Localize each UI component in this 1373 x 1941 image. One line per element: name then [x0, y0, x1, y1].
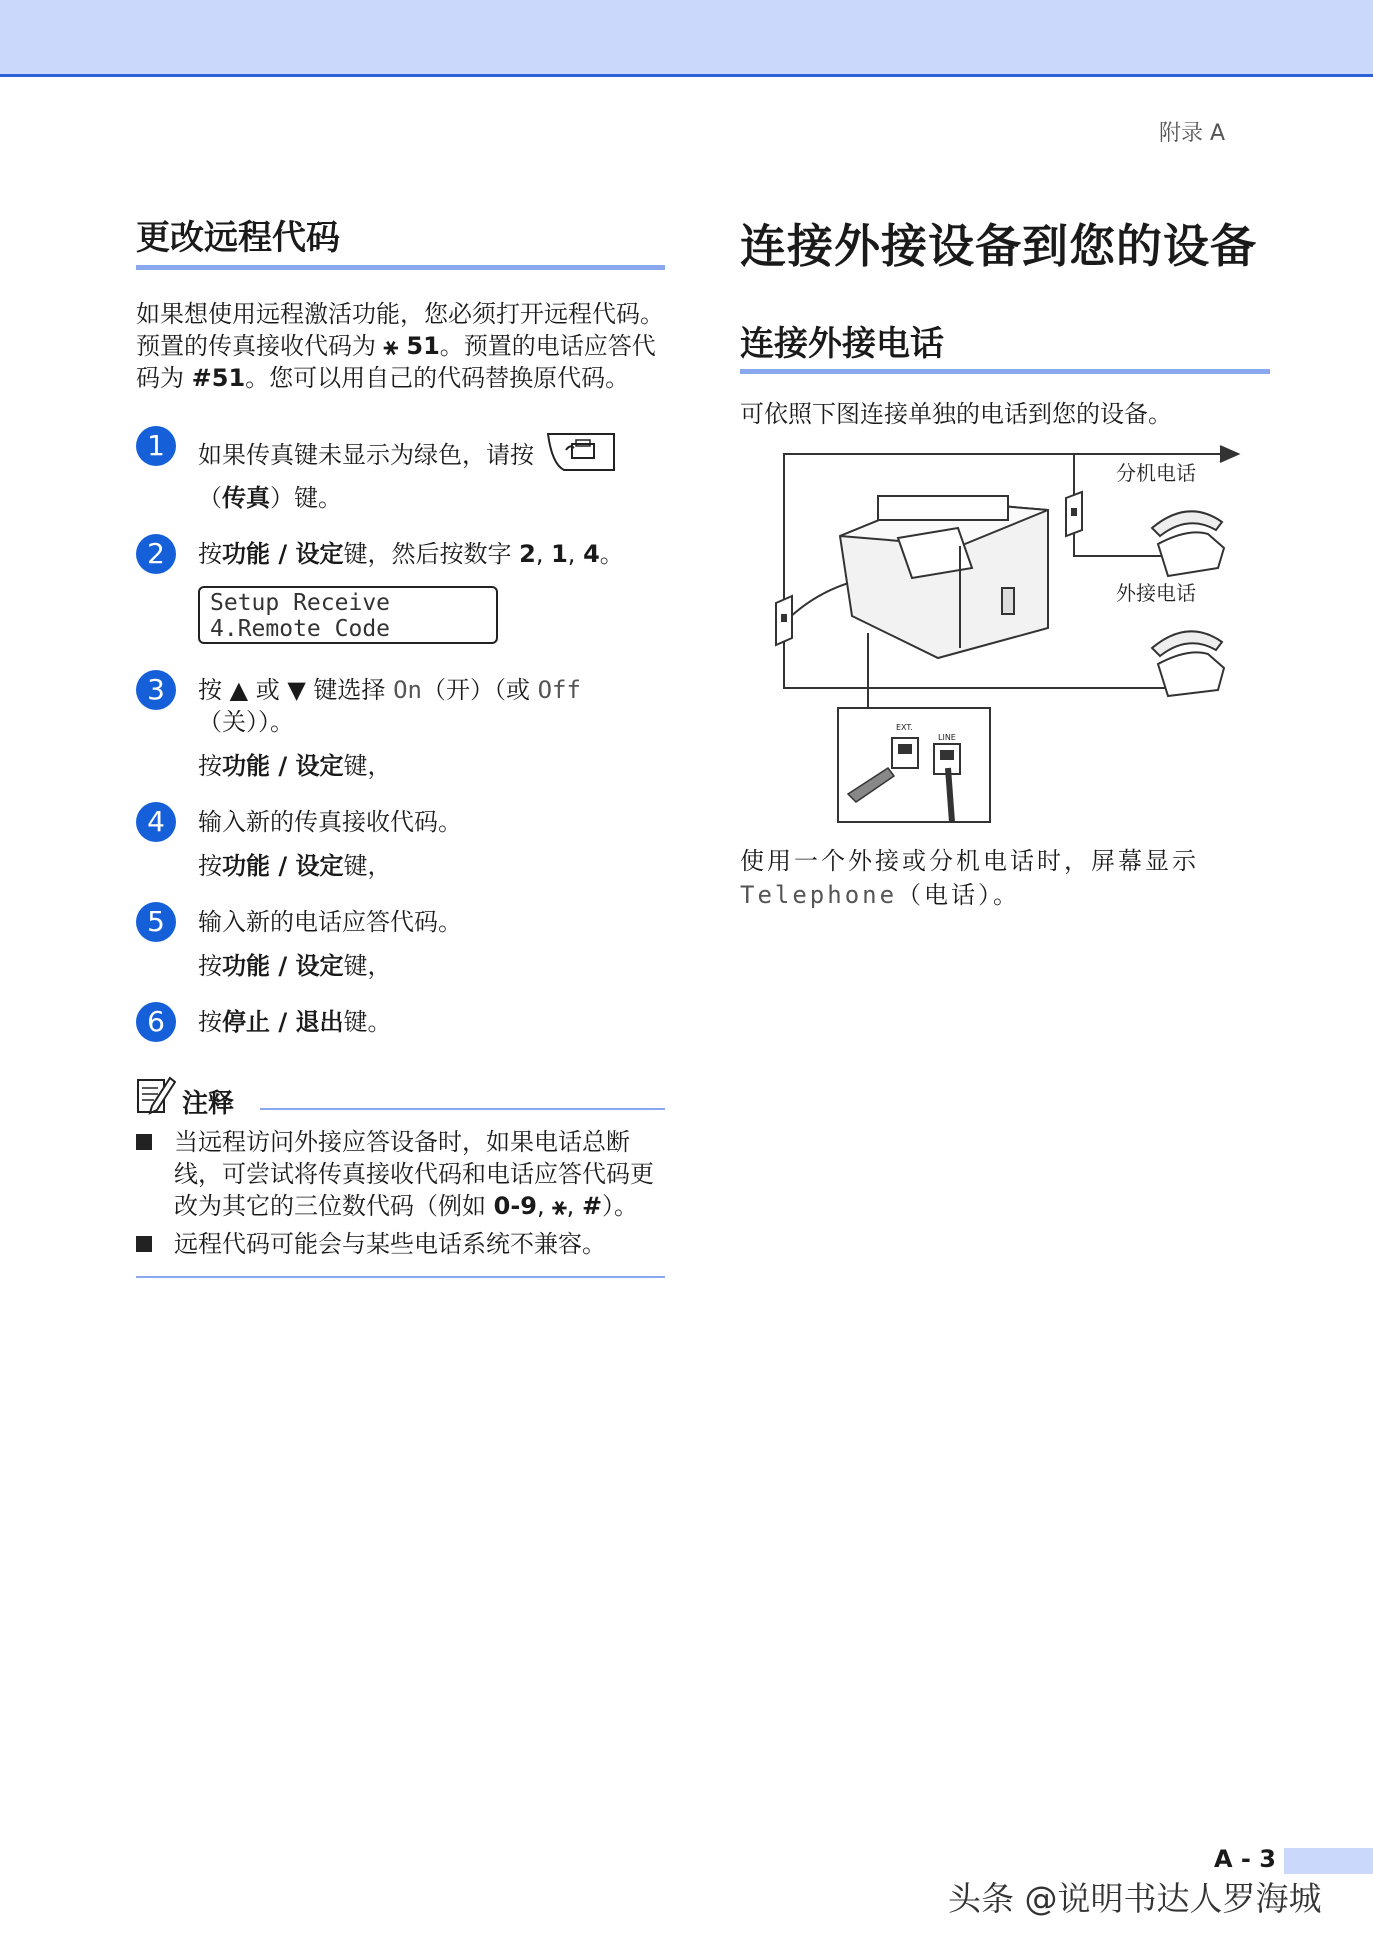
- step-number-badge: 1: [136, 426, 176, 466]
- extension-jack-icon: [1066, 492, 1082, 536]
- note-divider: [260, 1108, 665, 1110]
- external-phone-label: 外接电话: [1116, 581, 1196, 605]
- lcd-line-2: 4.Remote Code: [210, 616, 391, 642]
- wall-jack-icon: [776, 596, 792, 645]
- step-number-badge: 5: [136, 902, 176, 942]
- page-number: A - 3: [1214, 1845, 1276, 1873]
- step-number-badge: 4: [136, 802, 176, 842]
- lcd-display: [198, 586, 498, 644]
- lcd-line-1: Setup Receive: [210, 590, 391, 616]
- step-text: 输入新的传真接收代码。: [198, 808, 462, 836]
- note-bullet: [136, 1126, 665, 1222]
- display-note: 使用一个外接或分机电话时，屏幕显示 Telephone（电话）。: [740, 847, 1199, 909]
- bullet-square-icon: [136, 1236, 152, 1252]
- port-closeup-inset: [838, 708, 990, 822]
- step-subtext: 按功能 / 设定键，: [198, 752, 392, 780]
- page-tab: [1284, 1848, 1373, 1874]
- step-5: [136, 906, 665, 982]
- extension-phone-label: 分机电话: [1116, 461, 1196, 485]
- watermark: 头条 @说明书达人罗海城: [948, 1879, 1322, 1918]
- step-text: 按停止 / 退出键。: [198, 1008, 392, 1036]
- top-banner: [0, 0, 1373, 77]
- left-column: [136, 210, 665, 1278]
- intro-paragraph: 如果想使用远程激活功能，您必须打开远程代码。预置的传真接收代码为 ⚹ 51。预置的电话应答代码为 #51。您可以用自己的代码替换原代码。: [136, 300, 664, 392]
- connection-diagram: [748, 438, 1244, 828]
- step-main-text: 如果传真键未显示为绿色，请按: [198, 441, 534, 469]
- step-number-badge: 3: [136, 670, 176, 710]
- chapter-title: 连接外接设备到您的设备: [740, 219, 1257, 273]
- note-bullet-text: 当远程访问外接应答设备时，如果电话总断线，可尝试将传真接收代码和电话应答代码更改为其它的三位数代码（例如 0-9, ⚹, #）。: [174, 1128, 654, 1220]
- extension-telephone-icon: [1152, 511, 1224, 576]
- step-text-extra: （传真）键。: [198, 484, 342, 512]
- step-number-badge: 6: [136, 1002, 176, 1042]
- step-2: [136, 538, 665, 644]
- step-4: [136, 806, 665, 882]
- note-box: [136, 1076, 665, 1278]
- step-text: 按功能 / 设定键，然后按数字 2, 1, 4。: [198, 540, 624, 568]
- note-end-divider: [136, 1276, 665, 1278]
- step-text: 按 ▲ 或 ▼ 键选择 On（开）（或 Off（关））。: [198, 676, 581, 736]
- step-number-badge: 2: [136, 534, 176, 574]
- port-ext-label: EXT.: [896, 723, 913, 732]
- step-1: [136, 430, 665, 514]
- note-bullet: [136, 1228, 665, 1260]
- section-title-external-phone: 连接外接电话: [740, 316, 1270, 374]
- note-bullet-text: 远程代码可能会与某些电话系统不兼容。: [174, 1230, 606, 1258]
- step-text: 输入新的电话应答代码。: [198, 908, 462, 936]
- note-pencil-icon: [136, 1074, 176, 1120]
- section-title-remote-code: 更改远程代码: [136, 210, 665, 270]
- note-title: 注释: [182, 1089, 235, 1119]
- fax-key-icon: [546, 430, 616, 482]
- step-subtext: 按功能 / 设定键，: [198, 852, 392, 880]
- note-header: [136, 1076, 665, 1120]
- step-subtext: 按功能 / 设定键，: [198, 952, 392, 980]
- appendix-label: 附录 A: [1158, 121, 1225, 146]
- connection-instruction: 可依照下图连接单独的电话到您的设备。: [740, 400, 1172, 428]
- step-text: [198, 430, 665, 482]
- step-6: [136, 1006, 665, 1038]
- step-3: [136, 674, 665, 782]
- port-line-label: LINE: [938, 733, 956, 742]
- external-telephone-icon: [1152, 631, 1224, 696]
- right-column: [740, 210, 1270, 430]
- bullet-square-icon: [136, 1134, 152, 1150]
- fax-machine-icon: [840, 496, 1048, 658]
